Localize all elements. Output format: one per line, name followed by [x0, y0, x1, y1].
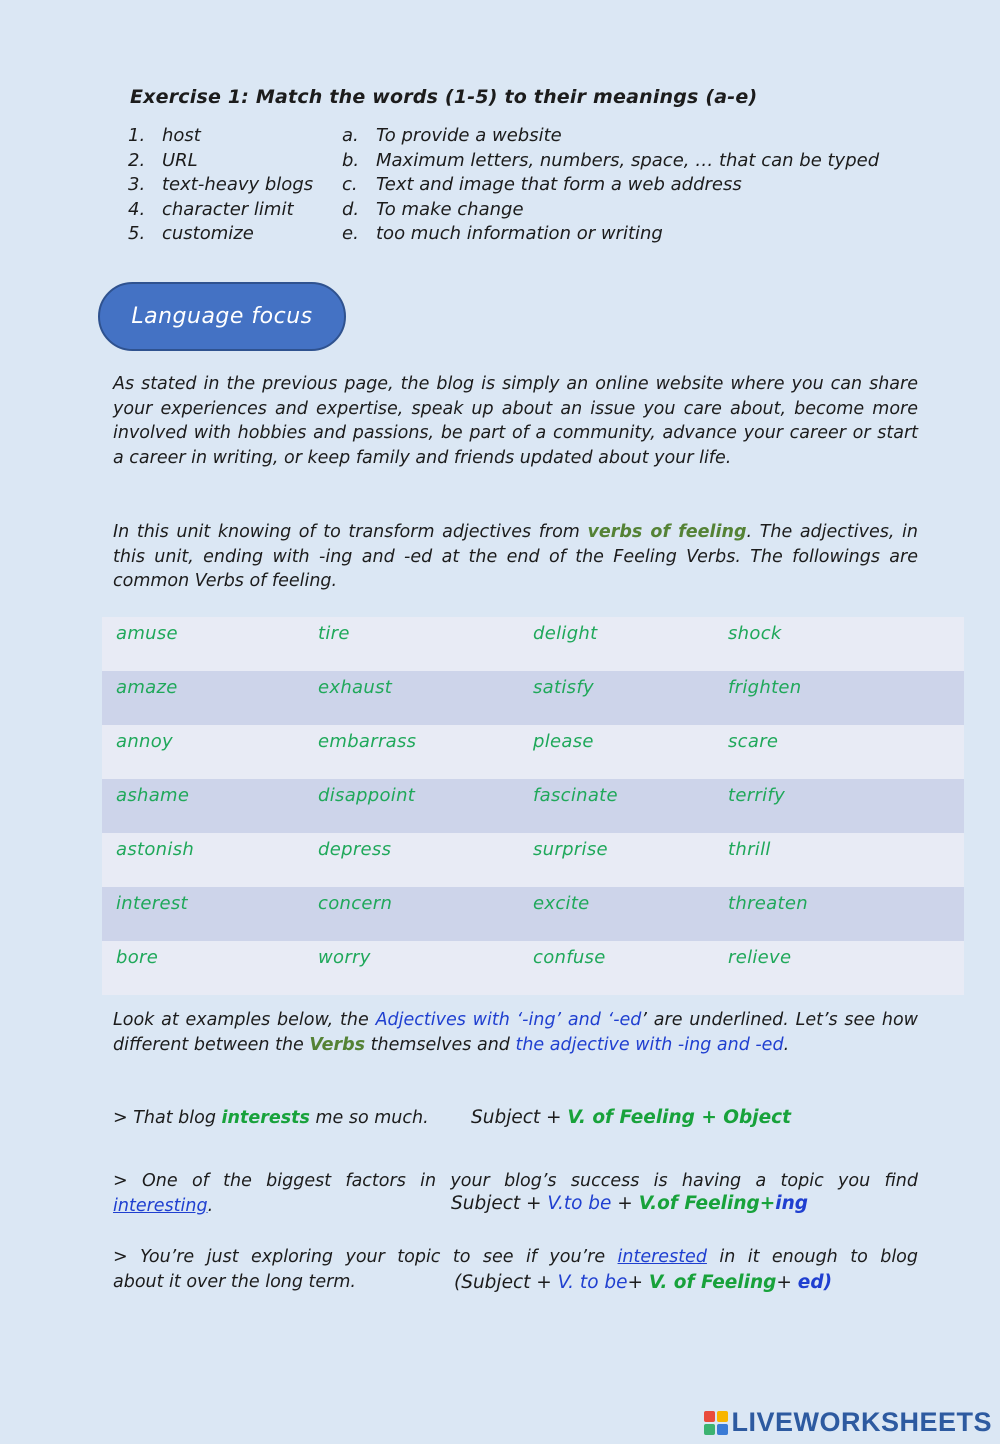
table-cell: exhaust	[318, 676, 393, 698]
meaning-item: b. Maximum letters, numbers, space, … that can be typed	[342, 149, 880, 171]
table-cell: please	[533, 730, 594, 752]
table-cell: satisfy	[533, 676, 594, 698]
table-row	[102, 617, 964, 671]
table-cell: relieve	[728, 946, 792, 968]
table-cell: ashame	[116, 784, 190, 806]
table-cell: depress	[318, 838, 392, 860]
word-item: 1. host	[128, 125, 201, 146]
example-1: > That blog interests me so much.	[113, 1108, 429, 1128]
example-2-adjective: interesting	[113, 1195, 208, 1216]
intro-paragraph: As stated in the previous page, the blog is simply an online website where you can share your experiences and expertise, speak up about an issue you care about, become more involved with hobbies and passions, be part of a community, advance your career or start a career in writing, or keep family and friends updated about your life.	[113, 374, 918, 469]
example-3-adjective: interested	[617, 1247, 707, 1267]
table-cell: thrill	[728, 838, 771, 860]
example-3: > You’re just exploring your topic to see if you’re interested in it enough to blog about it over the long term.	[113, 1247, 918, 1292]
liveworksheets-logo-text: LIVEWORKSHEETS	[731, 1407, 992, 1437]
word-item: 3. text-heavy blogs	[128, 174, 314, 195]
table-row	[102, 725, 964, 779]
table-cell: delight	[533, 622, 598, 644]
table-row	[102, 887, 964, 941]
table-cell: amuse	[116, 622, 178, 644]
word-item: 5. customize	[128, 223, 254, 244]
table-cell: terrify	[728, 784, 786, 806]
liveworksheets-logo[interactable]	[704, 1407, 992, 1438]
table-row	[102, 941, 964, 995]
table-cell: fascinate	[533, 784, 618, 806]
meaning-item: c. Text and image that form a web address	[342, 174, 742, 195]
example-2-formula: Subject + V.to be + V.of Feeling+ing	[451, 1193, 809, 1214]
feeling-verbs-table	[102, 617, 964, 995]
table-cell: bore	[116, 946, 159, 968]
verbs-of-feeling-term: verbs of feeling	[587, 522, 747, 542]
table-row	[102, 779, 964, 833]
verbs-intro-paragraph: In this unit knowing of to transform adjectives from verbs of feeling. The adjectives, in this unit, ending with -ing and -ed at the end of the Feeling Verbs. The followings are common Verbs of feeling.	[113, 522, 918, 592]
meaning-item: a. To provide a website	[342, 125, 562, 146]
example-1-formula: Subject + V. of Feeling + Object	[471, 1107, 791, 1128]
example-1-verb: interests	[221, 1108, 310, 1128]
table-cell: tire	[318, 622, 350, 644]
match-meanings-list	[342, 124, 962, 247]
table-cell: embarrass	[318, 730, 417, 752]
table-cell: interest	[116, 892, 188, 914]
table-cell: confuse	[533, 946, 606, 968]
match-words-list	[128, 124, 338, 247]
table-cell: concern	[318, 892, 393, 914]
table-cell: threaten	[728, 892, 808, 914]
look-paragraph: Look at examples below, the Adjectives with ‘-ing’ and ‘-ed’ are underlined. Let’s see how different between the Verbs themselves and the adjective with -ing and -ed.	[113, 1010, 918, 1055]
table-cell: amaze	[116, 676, 178, 698]
liveworksheets-logo-icon	[704, 1411, 728, 1435]
table-cell: frighten	[728, 676, 802, 698]
example-2: > One of the biggest factors in your blog’s success is having a topic you find interesting.	[113, 1171, 918, 1216]
table-cell: astonish	[116, 838, 195, 860]
table-cell: surprise	[533, 838, 608, 860]
table-cell: annoy	[116, 730, 174, 752]
language-focus-badge: Language focus	[98, 282, 346, 351]
example-3-formula: (Subject + V. to be+ V. of Feeling+ ed)	[454, 1272, 833, 1293]
table-cell: excite	[533, 892, 590, 914]
word-item: 2. URL	[128, 149, 198, 171]
meaning-item: e. too much information or writing	[342, 223, 663, 244]
meaning-item: d. To make change	[342, 198, 524, 220]
table-cell: shock	[728, 622, 782, 644]
word-item: 4. character limit	[128, 198, 294, 220]
table-cell: worry	[318, 946, 371, 968]
table-cell: disappoint	[318, 784, 416, 806]
exercise-title: Exercise 1: Match the words (1-5) to their meanings (a-e)	[130, 86, 758, 108]
table-row	[102, 671, 964, 725]
table-row	[102, 833, 964, 887]
table-cell: scare	[728, 730, 779, 752]
